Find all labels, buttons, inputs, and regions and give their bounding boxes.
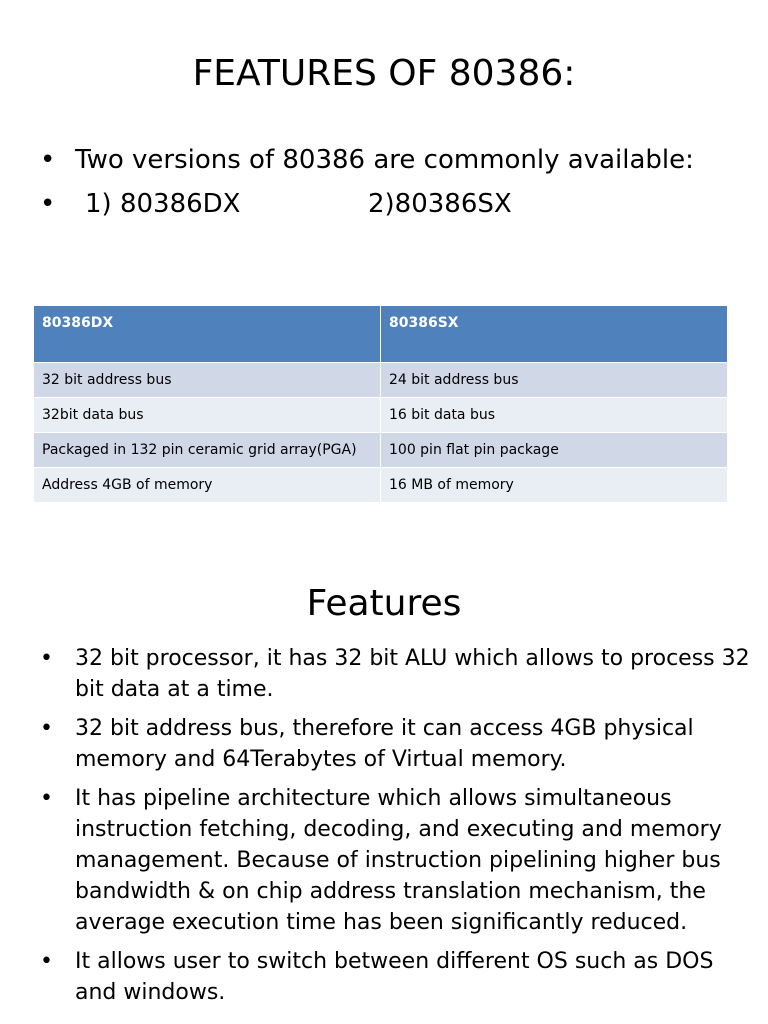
bullet-item-versions xyxy=(40,184,740,224)
bullet-text: 32 bit processor, it has 32 bit ALU which allows to process 32 bit data at a time. xyxy=(75,646,750,702)
bullet-item xyxy=(40,643,750,705)
bullet-item xyxy=(40,946,750,1008)
table-cell: 24 bit address bus xyxy=(381,363,728,398)
bullet-text: Two versions of 80386 are commonly available: xyxy=(75,145,694,175)
table-row xyxy=(34,363,728,398)
table-row xyxy=(34,468,728,503)
bullet-text: It has pipeline architecture which allows simultaneous instruction fetching, decoding, and executing and memory management. Because of instruction pipelining higher bus bandwidth & on chip address translation mechanism, the average execution time has been significantly reduced. xyxy=(75,786,722,935)
versions-row xyxy=(75,184,740,224)
table-cell: 16 bit data bus xyxy=(381,398,728,433)
slide-title: Features xyxy=(306,583,462,624)
column-header-dx: 80386DX xyxy=(34,306,381,363)
version-sx: 2)80386SX xyxy=(368,189,512,219)
table-cell: 100 pin flat pin package xyxy=(381,433,728,468)
bullet-icon: • xyxy=(40,145,56,175)
bullet-list xyxy=(40,643,750,1016)
bullet-item xyxy=(40,783,750,938)
bullet-item xyxy=(40,140,740,180)
comparison-table xyxy=(33,305,728,503)
table-cell: 32 bit address bus xyxy=(34,363,381,398)
table-header-row xyxy=(34,306,728,363)
table-row xyxy=(34,433,728,468)
table-cell: 16 MB of memory xyxy=(381,468,728,503)
column-header-sx: 80386SX xyxy=(381,306,728,363)
table-cell: 32bit data bus xyxy=(34,398,381,433)
bullet-item xyxy=(40,713,750,775)
bullet-list xyxy=(40,140,740,228)
bullet-icon: • xyxy=(40,189,56,219)
bullet-icon: • xyxy=(40,716,53,741)
table-row xyxy=(34,398,728,433)
bullet-text: 32 bit address bus, therefore it can access 4GB physical memory and 64Terabytes of Virtual memory. xyxy=(75,716,694,772)
bullet-icon: • xyxy=(40,949,53,974)
table-cell: Address 4GB of memory xyxy=(34,468,381,503)
bullet-icon: • xyxy=(40,646,53,671)
slide-title: FEATURES OF 80386: xyxy=(192,53,576,94)
bullet-icon: • xyxy=(40,786,53,811)
slide-2 xyxy=(0,560,768,1024)
table-cell: Packaged in 132 pin ceramic grid array(PGA) xyxy=(34,433,381,468)
bullet-text: It allows user to switch between different OS such as DOS and windows. xyxy=(75,949,714,1005)
version-dx: 1) 80386DX xyxy=(85,189,241,219)
